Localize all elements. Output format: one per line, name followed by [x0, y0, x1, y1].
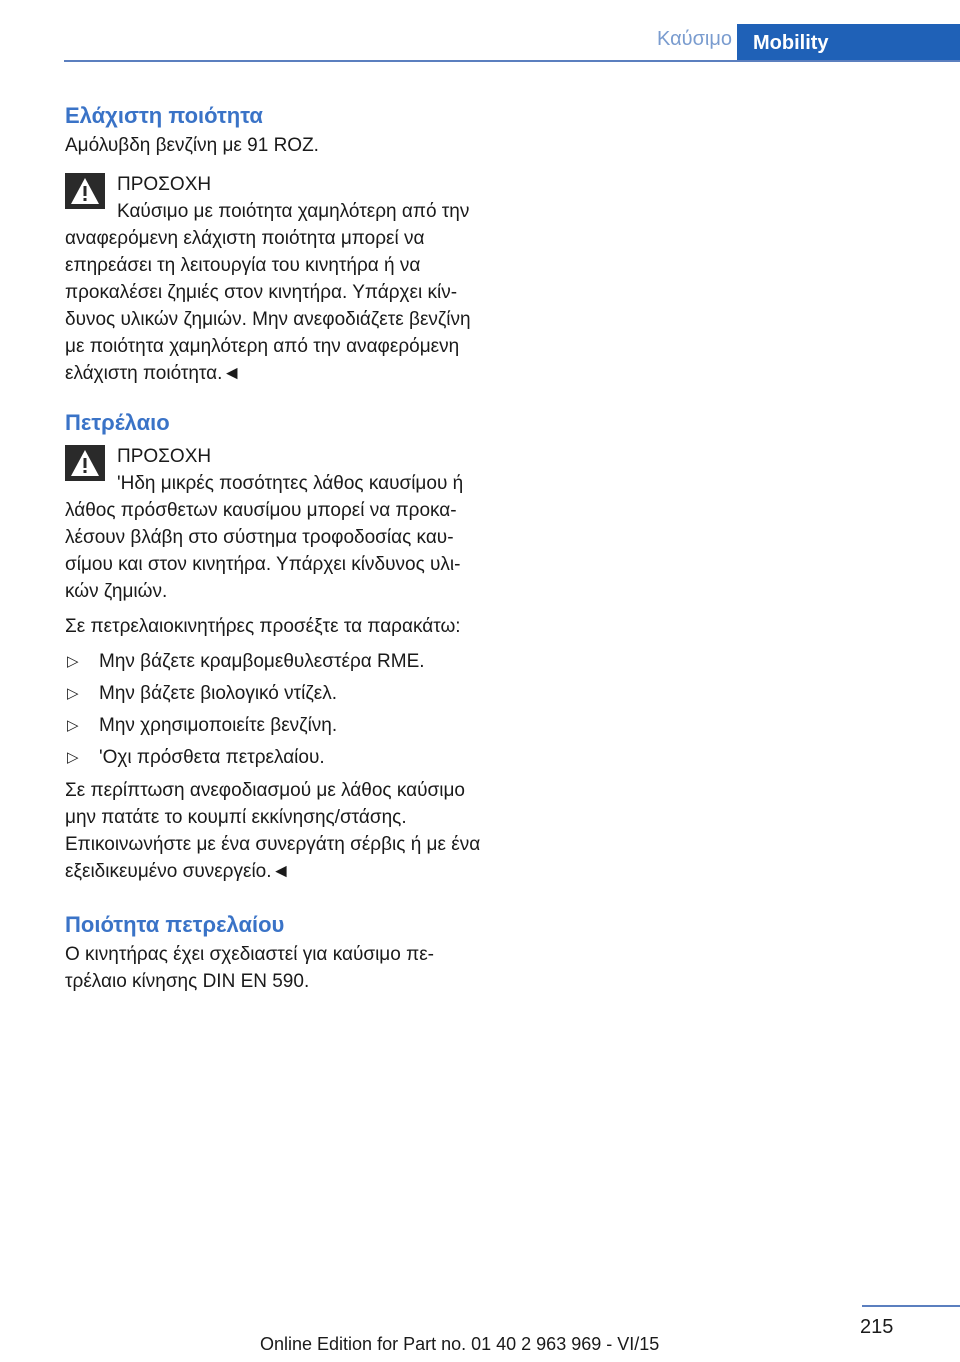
list-item: ▷ Μην βάζετε κραμβομεθυλεστέρα RME. [65, 648, 485, 675]
warning-label: ΠΡΟΣΟΧΗ [117, 174, 212, 195]
warning-icon [65, 445, 105, 481]
diesel-intro: Σε πετρελαιοκινητήρες προσέξτε τα παρακάτω: [65, 616, 461, 637]
content-column [65, 100, 485, 995]
warning-text: Καύσιμο με ποιότητα χαμηλότερη από την αναφερόμενη ελάχιστη ποιότητα μπορεί να επηρεάσει τη λειτουργία του κινητήρα ή να προκαλέσει ζημιές στον κινητήρα. Υπάρχει κίνδυνος υλικών ζημιών. Μην ανεφοδιάζετε βενζίνη με ποιότητα χαμηλότερη από την αναφερόμενη ελάχιστη ποιότητα.◄ [65, 201, 471, 384]
diesel-list [65, 648, 485, 771]
heading-diesel: Πετρέλαιο [65, 410, 170, 435]
list-item: ▷ Μην βάζετε βιολογικό ντίζελ. [65, 680, 485, 707]
triangle-bullet-icon: ▷ [67, 749, 79, 766]
heading-diesel-quality: Ποιότητα πετρελαίου [65, 912, 285, 937]
list-item: ▷ 'Οχι πρόσθετα πετρελαίου. [65, 744, 485, 771]
warning-block-2 [65, 443, 485, 605]
page-number: 215 [860, 1316, 894, 1338]
warning-text: 'Ηδη μικρές ποσότητες λάθος καυσίμου ή λάθος πρόσθετων καυσίμου μπορεί να προκαλέσουν βλάβη στο σύστημα τροφοδοσίας καυσίμου και στον κινητήρα. Υπάρχει κίνδυνος υλικών ζημιών. [65, 473, 464, 602]
list-item: ▷ Μην χρησιμοποιείτε βενζίνη. [65, 712, 485, 739]
heading-min-quality: Ελάχιστη ποιότητα [65, 103, 263, 128]
edition-text: Online Edition for Part no. 01 40 2 963 969 - VI/15 [260, 1334, 660, 1354]
chapter-tab[interactable]: Καύσιμο [656, 28, 732, 50]
header-rule [64, 60, 960, 62]
warning-block-1 [65, 171, 485, 387]
page-header [0, 0, 960, 62]
warning-label: ΠΡΟΣΟΧΗ [117, 446, 212, 467]
warning-icon [65, 173, 105, 209]
triangle-bullet-icon: ▷ [67, 685, 79, 702]
min-quality-text: Αμόλυβδη βενζίνη με 91 ROZ. [65, 135, 319, 156]
footer-rule [862, 1305, 960, 1307]
diesel-quality-text: Ο κινητήρας έχει σχεδιαστεί για καύσιμο πετρέλαιο κίνησης DIN EN 590. [65, 944, 434, 992]
section-tab[interactable]: Mobility [737, 24, 960, 62]
diesel-outro: Σε περίπτωση ανεφοδιασμού με λάθος καύσιμο μην πατάτε το κουμπί εκκίνησης/στάσης. Επικοινωνήστε με ένα συνεργάτη σέρβις ή με ένα εξειδικευμένο συνεργείο.◄ [65, 780, 481, 882]
triangle-bullet-icon: ▷ [67, 653, 79, 670]
triangle-bullet-icon: ▷ [67, 717, 79, 734]
